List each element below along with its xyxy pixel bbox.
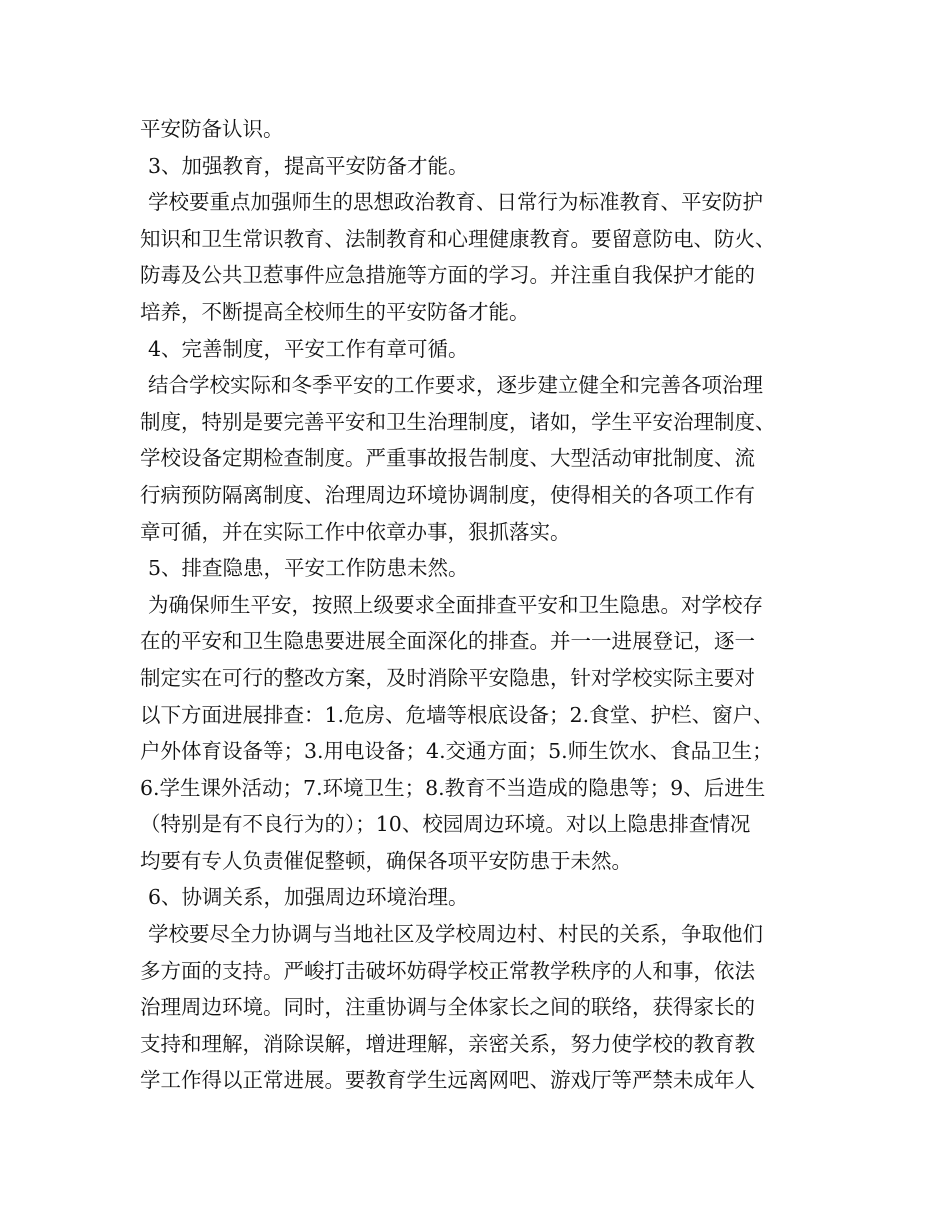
section-heading: 4、完善制度，平安工作有章可循。 xyxy=(148,336,469,361)
paragraph-line: 制定实在可行的整改方案，及时消除平安隐患，针对学校实际主要对 xyxy=(140,665,755,690)
document-body xyxy=(140,111,820,1099)
paragraph-line: 制度，特别是要完善平安和卫生治理制度，诸如，学生平安治理制度、 xyxy=(140,409,776,434)
paragraph-line: 支持和理解，消除误解，增进理解，亲密关系，努力使学校的教育教 xyxy=(140,1031,755,1056)
paragraph-line: 学校要尽全力协调与当地社区及学校周边村、村民的关系，争取他们 xyxy=(148,922,763,947)
paragraph-line: 章可循，并在实际工作中依章办事，狠抓落实。 xyxy=(140,519,571,544)
paragraph-line: 多方面的支持。严峻打击破坏妨碍学校正常教学秩序的人和事，依法 xyxy=(140,958,755,983)
paragraph-line: 知识和卫生常识教育、法制教育和心理健康教育。要留意防电、防火、 xyxy=(140,226,776,251)
paragraph-line: 以下方面进展排查：1.危房、危墙等根底设备；2.食堂、护栏、窗户、 xyxy=(140,702,774,727)
paragraph-line: （特别是有不良行为的）；10、校园周边环境。对以上隐患排查情况 xyxy=(140,812,751,837)
paragraph-line: 结合学校实际和冬季平安的工作要求，逐步建立健全和完善各项治理 xyxy=(148,373,763,398)
paragraph-line: 在的平安和卫生隐患要进展全面深化的排查。并一一进展登记，逐一 xyxy=(140,629,755,654)
paragraph-line: 行病预防隔离制度、治理周边环境协调制度，使得相关的各项工作有 xyxy=(140,482,755,507)
paragraph-line: 户外体育设备等；3.用电设备；4.交通方面；5.师生饮水、食品卫生； xyxy=(140,739,773,764)
paragraph-line: 为确保师生平安，按照上级要求全面排查平安和卫生隐患。对学校存 xyxy=(148,592,763,617)
section-heading: 3、加强教育，提高平安防备才能。 xyxy=(148,153,469,178)
paragraph-line: 防毒及公共卫惹事件应急措施等方面的学习。并注重自我保护才能的 xyxy=(140,263,755,288)
section-heading: 5、排查隐患，平安工作防患未然。 xyxy=(148,556,469,581)
paragraph-line: 学校设备定期检查制度。严重事故报告制度、大型活动审批制度、流 xyxy=(140,446,755,471)
text-line: 平安防备认识。 xyxy=(140,117,284,141)
section-heading: 6、协调关系，加强周边环境治理。 xyxy=(148,885,469,910)
paragraph-line: 6.学生课外活动；7.环境卫生；8.教育不当造成的隐患等；9、后进生 xyxy=(140,775,766,800)
paragraph-line: 学校要重点加强师生的思想政治教育、日常行为标准教育、平安防护 xyxy=(148,190,763,215)
paragraph-line: 培养，不断提高全校师生的平安防备才能。 xyxy=(140,299,530,324)
paragraph-line: 均要有专人负责催促整顿，确保各项平安防患于未然。 xyxy=(140,848,632,873)
paragraph-line: 学工作得以正常进展。要教育学生远离网吧、游戏厅等严禁未成年人 xyxy=(140,1068,755,1093)
paragraph-line: 治理周边环境。同时，注重协调与全体家长之间的联络，获得家长的 xyxy=(140,995,755,1020)
